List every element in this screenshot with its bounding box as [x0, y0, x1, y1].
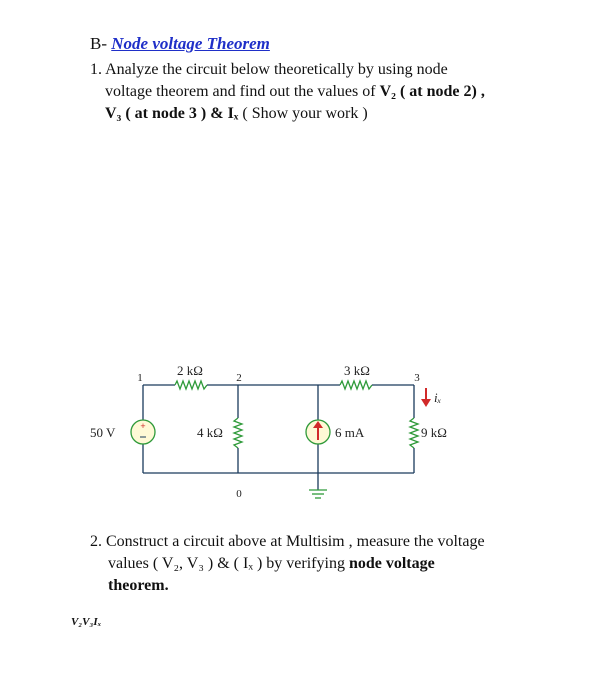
- node-2-label: 2: [236, 372, 242, 384]
- node-3-label: 3: [414, 372, 420, 384]
- r4-label: 9 kΩ: [421, 425, 447, 440]
- q2-line2-bold: node voltage: [348, 555, 435, 572]
- ground-symbol: [309, 490, 327, 498]
- node-1-label: 1: [137, 372, 143, 384]
- q1-line2-text: voltage theorem and find out the values of: [105, 83, 380, 100]
- q2-number: 2.: [90, 533, 102, 550]
- q2-line1: Construct a circuit above at Multisim , measure the voltage: [106, 533, 485, 550]
- q2-line2: [90, 553, 560, 575]
- section-prefix: B-: [90, 34, 107, 53]
- q1-line3-bold: V₃ ( at node 3 ) & Iₓ: [105, 105, 239, 122]
- resistor-9k: [410, 418, 418, 448]
- q2-line3-bold: theorem.: [108, 577, 169, 594]
- q1-line3-text: ( Show your work ): [238, 105, 368, 122]
- r3-label: 3 kΩ: [344, 363, 370, 378]
- q1-number: 1.: [90, 61, 102, 78]
- node-0-label: 0: [236, 488, 242, 500]
- q2-line3: [90, 575, 560, 597]
- footer-variables: V₂V₃Iₓ: [71, 616, 102, 628]
- r2-label: 4 kΩ: [197, 425, 223, 440]
- q2-line2-text: values ( V₂, V₃ ) & ( Iₓ ) by verifying: [108, 555, 349, 572]
- svg-text:+: +: [140, 421, 146, 431]
- section-title-link[interactable]: Node voltage Theorem: [111, 34, 270, 53]
- current-source: [306, 420, 330, 444]
- resistor-2k: [175, 381, 207, 389]
- voltage-source: [131, 420, 155, 444]
- ix-label: iₓ: [434, 390, 442, 405]
- r1-label: 2 kΩ: [177, 363, 203, 378]
- q1-line1: Analyze the circuit below theoretically by using node: [105, 61, 448, 78]
- vsource-label: 50 V: [90, 425, 116, 440]
- isource-label: 6 mA: [335, 425, 365, 440]
- resistor-3k: [340, 381, 372, 389]
- ix-arrow-icon: [421, 388, 431, 407]
- resistor-4k: [234, 418, 242, 448]
- question-2: [90, 531, 560, 597]
- q1-line2-bold: V₂ ( at node 2) ,: [379, 83, 485, 100]
